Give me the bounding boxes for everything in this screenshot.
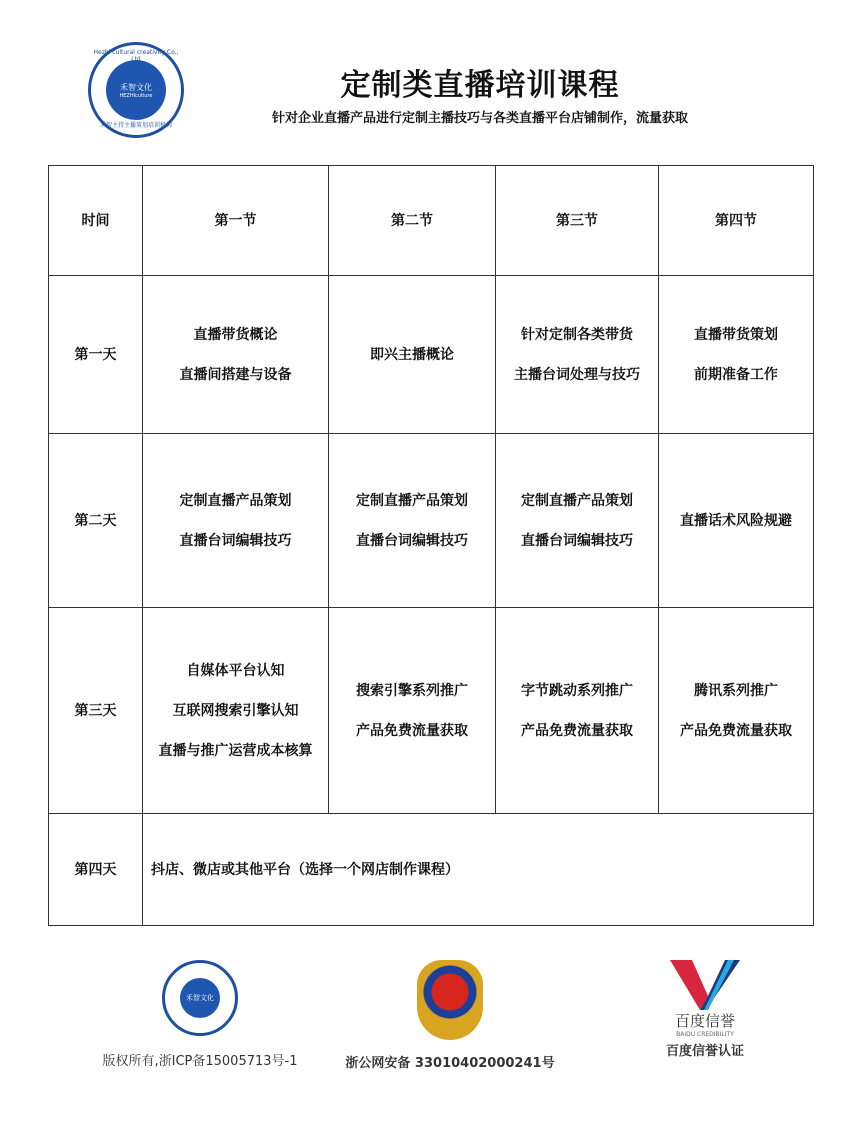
logo-ring-text: Hezhi cultural creativity Co., Ltd: [93, 49, 179, 63]
course-cell: [329, 276, 496, 434]
course-cell: [496, 608, 659, 814]
logo-bottom-text: 禾智主持主播策划培训机构: [99, 122, 172, 129]
header-cell: 第一节: [143, 166, 329, 276]
course-cell: [659, 608, 814, 814]
course-cell: [659, 434, 814, 608]
logo-sub: HEZHIculture: [119, 92, 153, 99]
course-cell: [143, 608, 329, 814]
header-cell: 第二节: [329, 166, 496, 276]
course-line: 产品免费流量获取: [356, 722, 468, 739]
day-cell: 第四天: [49, 814, 143, 926]
course-cell: [659, 276, 814, 434]
course-line: 定制直播产品策划: [356, 492, 468, 509]
day-cell: 第二天: [49, 434, 143, 608]
page-title: 定制类直播培训课程: [340, 68, 620, 103]
baidu-v-icon: [670, 960, 740, 1010]
course-cell: [143, 434, 329, 608]
course-line: 产品免费流量获取: [521, 722, 633, 739]
company-logo: [88, 42, 184, 138]
footer-baidu: [630, 960, 780, 1059]
day-cell: 第一天: [49, 276, 143, 434]
page-subtitle: 针对企业直播产品进行定制主播技巧与各类直播平台店铺制作，流量获取: [271, 111, 688, 126]
course-cell: [329, 434, 496, 608]
course-line: 腾讯系列推广: [694, 682, 778, 699]
course-line: 前期准备工作: [694, 366, 778, 383]
course-line: 直播间搭建与设备: [179, 366, 292, 383]
course-line: 直播台词编辑技巧: [356, 532, 468, 549]
baidu-logo-en: BAIDU CREDIBILITY: [676, 1031, 734, 1038]
course-line: 直播台词编辑技巧: [521, 532, 633, 549]
course-line: 直播台词编辑技巧: [179, 532, 292, 549]
footer-police: [345, 960, 555, 1071]
footer-icp: [100, 960, 300, 1069]
day-cell: 第三天: [49, 608, 143, 814]
course-line: 定制直播产品策划: [521, 492, 633, 509]
logo-text: 禾智文化: [120, 82, 152, 92]
header-cell: 第三节: [496, 166, 659, 276]
course-line: 字节跳动系列推广: [521, 682, 633, 699]
course-line: 产品免费流量获取: [680, 722, 792, 739]
police-text: 浙公网安备 33010402000241号: [345, 1056, 555, 1071]
header-cell: 第四节: [659, 166, 814, 276]
course-cell: [143, 276, 329, 434]
table-row: [49, 434, 814, 608]
merged-cell: 抖店、微店或其他平台（选择一个网店制作课程）: [143, 814, 814, 926]
course-line: 自媒体平台认知: [186, 662, 285, 679]
table-row: [49, 276, 814, 434]
course-line: 即兴主播概论: [370, 346, 454, 363]
course-line: 互联网搜索引擎认知: [172, 702, 299, 719]
schedule-table: [48, 165, 814, 926]
table-row: [49, 814, 814, 926]
table-row: [49, 608, 814, 814]
course-line: 直播带货策划: [694, 326, 778, 343]
course-line: 直播与推广运营成本核算: [158, 742, 313, 759]
course-cell: [496, 276, 659, 434]
course-line: 搜索引擎系列推广: [356, 682, 468, 699]
course-cell: [329, 608, 496, 814]
course-line: 直播话术风险规避: [680, 512, 792, 529]
seal-text: 禾智文化: [180, 978, 220, 1018]
baidu-logo-text: 百度信誉: [674, 1012, 735, 1030]
baidu-text: 百度信誉认证: [665, 1044, 744, 1059]
course-line: 主播台词处理与技巧: [514, 366, 640, 383]
course-line: 直播带货概论: [193, 326, 278, 343]
header-row: [49, 166, 814, 276]
course-cell: [496, 434, 659, 608]
header-cell: 时间: [49, 166, 143, 276]
icp-text: 版权所有,浙ICP备15005713号-1: [102, 1054, 298, 1069]
course-line: 针对定制各类带货: [521, 326, 633, 343]
police-badge-icon: [417, 960, 483, 1040]
company-seal: [162, 960, 238, 1036]
course-line: 定制直播产品策划: [179, 492, 292, 509]
